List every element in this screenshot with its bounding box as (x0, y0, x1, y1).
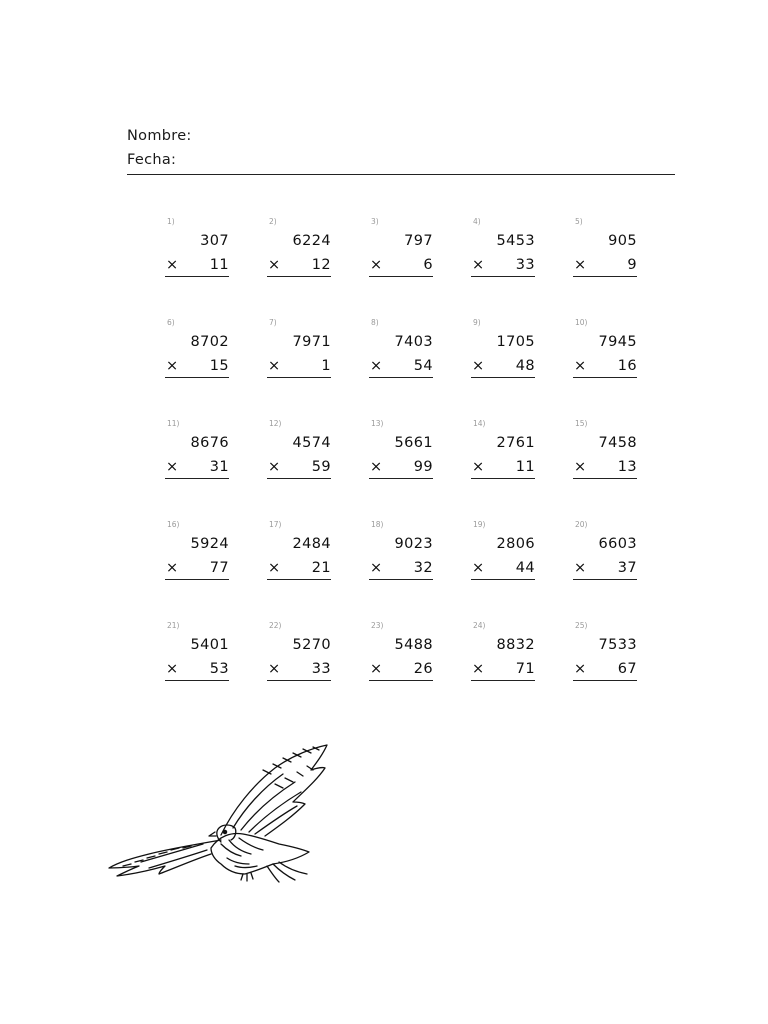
multiplier: 26 (413, 661, 433, 677)
multiplier: 59 (311, 459, 331, 475)
multiplier-row (471, 257, 535, 277)
multiplier-row (573, 358, 637, 378)
multiplicand: 6224 (292, 233, 331, 249)
problem-number: 15) (575, 419, 588, 428)
multiplicand: 905 (608, 233, 637, 249)
problem-20 (573, 518, 637, 588)
multiplier: 15 (209, 358, 229, 374)
multiplier-row (267, 257, 331, 277)
problem-number: 25) (575, 621, 588, 630)
header-divider (127, 174, 675, 175)
problem-number: 23) (371, 621, 384, 630)
multiplier-row (267, 459, 331, 479)
multiplier: 37 (617, 560, 637, 576)
multiplier-row (471, 459, 535, 479)
multiplicand: 9023 (394, 536, 433, 552)
problem-7 (267, 316, 331, 386)
times-sign: × (268, 661, 281, 677)
problem-14 (471, 417, 535, 487)
times-sign: × (574, 257, 587, 273)
multiplicand: 5924 (190, 536, 229, 552)
multiplier: 48 (515, 358, 535, 374)
times-sign: × (370, 560, 383, 576)
multiplier: 33 (515, 257, 535, 273)
problem-number: 19) (473, 520, 486, 529)
problem-5 (573, 215, 637, 285)
times-sign: × (472, 459, 485, 475)
times-sign: × (574, 661, 587, 677)
problem-6 (165, 316, 229, 386)
problem-number: 20) (575, 520, 588, 529)
multiplier-row (369, 358, 433, 378)
multiplier-row (369, 661, 433, 681)
multiplier: 11 (515, 459, 535, 475)
multiplier: 77 (209, 560, 229, 576)
times-sign: × (370, 257, 383, 273)
problem-24 (471, 619, 535, 689)
problem-number: 22) (269, 621, 282, 630)
problem-number: 13) (371, 419, 384, 428)
multiplier: 54 (413, 358, 433, 374)
multiplier: 33 (311, 661, 331, 677)
times-sign: × (268, 560, 281, 576)
times-sign: × (370, 459, 383, 475)
times-sign: × (166, 560, 179, 576)
multiplier-row (165, 257, 229, 277)
times-sign: × (574, 560, 587, 576)
multiplicand: 8832 (496, 637, 535, 653)
multiplicand: 5453 (496, 233, 535, 249)
problem-number: 21) (167, 621, 180, 630)
multiplicand: 5488 (394, 637, 433, 653)
problem-number: 3) (371, 217, 379, 226)
problem-11 (165, 417, 229, 487)
times-sign: × (574, 358, 587, 374)
problem-21 (165, 619, 229, 689)
multiplicand: 7945 (598, 334, 637, 350)
times-sign: × (268, 358, 281, 374)
problem-number: 16) (167, 520, 180, 529)
multiplier: 71 (515, 661, 535, 677)
multiplicand: 5661 (394, 435, 433, 451)
multiplicand: 7458 (598, 435, 637, 451)
multiplier: 1 (321, 358, 331, 374)
multiplier: 99 (413, 459, 433, 475)
multiplier-row (573, 257, 637, 277)
times-sign: × (472, 661, 485, 677)
times-sign: × (166, 257, 179, 273)
problem-3 (369, 215, 433, 285)
times-sign: × (268, 257, 281, 273)
multiplier-row (471, 560, 535, 580)
multiplier-row (165, 459, 229, 479)
eagle-icon (103, 740, 335, 885)
name-label: Nombre: (127, 128, 192, 144)
worksheet-header (127, 124, 675, 172)
multiplicand: 8676 (190, 435, 229, 451)
multiplicand: 5401 (190, 637, 229, 653)
multiplier: 31 (209, 459, 229, 475)
multiplicand: 1705 (496, 334, 535, 350)
multiplier: 53 (209, 661, 229, 677)
problem-number: 2) (269, 217, 277, 226)
multiplicand: 307 (200, 233, 229, 249)
times-sign: × (370, 661, 383, 677)
times-sign: × (472, 560, 485, 576)
problem-17 (267, 518, 331, 588)
multiplicand: 4574 (292, 435, 331, 451)
multiplicand: 6603 (598, 536, 637, 552)
multiplicand: 797 (404, 233, 433, 249)
problem-number: 8) (371, 318, 379, 327)
problem-number: 6) (167, 318, 175, 327)
times-sign: × (370, 358, 383, 374)
problem-number: 5) (575, 217, 583, 226)
problem-13 (369, 417, 433, 487)
problem-number: 18) (371, 520, 384, 529)
times-sign: × (166, 661, 179, 677)
multiplicand: 5270 (292, 637, 331, 653)
times-sign: × (166, 358, 179, 374)
problem-10 (573, 316, 637, 386)
multiplicand: 2806 (496, 536, 535, 552)
problem-2 (267, 215, 331, 285)
multiplier-row (573, 459, 637, 479)
date-label: Fecha: (127, 152, 177, 168)
times-sign: × (574, 459, 587, 475)
multiplier-row (165, 661, 229, 681)
multiplier: 44 (515, 560, 535, 576)
multiplicand: 7403 (394, 334, 433, 350)
multiplier: 32 (413, 560, 433, 576)
multiplier: 13 (617, 459, 637, 475)
multiplier-row (471, 358, 535, 378)
multiplier-row (267, 358, 331, 378)
multiplicand: 7971 (292, 334, 331, 350)
problem-number: 4) (473, 217, 481, 226)
problem-9 (471, 316, 535, 386)
problem-12 (267, 417, 331, 487)
multiplier-row (573, 661, 637, 681)
multiplier-row (165, 560, 229, 580)
problem-25 (573, 619, 637, 689)
multiplier-row (369, 560, 433, 580)
problem-4 (471, 215, 535, 285)
multiplicand: 8702 (190, 334, 229, 350)
problem-16 (165, 518, 229, 588)
multiplicand: 2761 (496, 435, 535, 451)
times-sign: × (268, 459, 281, 475)
multiplier: 67 (617, 661, 637, 677)
times-sign: × (472, 257, 485, 273)
multiplier: 11 (209, 257, 229, 273)
multiplier: 21 (311, 560, 331, 576)
problem-number: 24) (473, 621, 486, 630)
problem-23 (369, 619, 433, 689)
problem-15 (573, 417, 637, 487)
multiplier-row (165, 358, 229, 378)
problem-number: 17) (269, 520, 282, 529)
problem-1 (165, 215, 229, 285)
multiplier-row (573, 560, 637, 580)
multiplier: 12 (311, 257, 331, 273)
problem-number: 1) (167, 217, 175, 226)
multiplier: 6 (423, 257, 433, 273)
problems-grid (165, 215, 645, 695)
problem-19 (471, 518, 535, 588)
problem-number: 11) (167, 419, 180, 428)
problem-number: 10) (575, 318, 588, 327)
problem-number: 14) (473, 419, 486, 428)
multiplier-row (369, 257, 433, 277)
multiplier-row (369, 459, 433, 479)
multiplier-row (267, 661, 331, 681)
problem-18 (369, 518, 433, 588)
problem-number: 7) (269, 318, 277, 327)
problem-8 (369, 316, 433, 386)
multiplier-row (267, 560, 331, 580)
problem-number: 12) (269, 419, 282, 428)
multiplier: 16 (617, 358, 637, 374)
multiplicand: 2484 (292, 536, 331, 552)
problem-22 (267, 619, 331, 689)
times-sign: × (166, 459, 179, 475)
multiplicand: 7533 (598, 637, 637, 653)
problem-number: 9) (473, 318, 481, 327)
times-sign: × (472, 358, 485, 374)
multiplier: 9 (627, 257, 637, 273)
multiplier-row (471, 661, 535, 681)
